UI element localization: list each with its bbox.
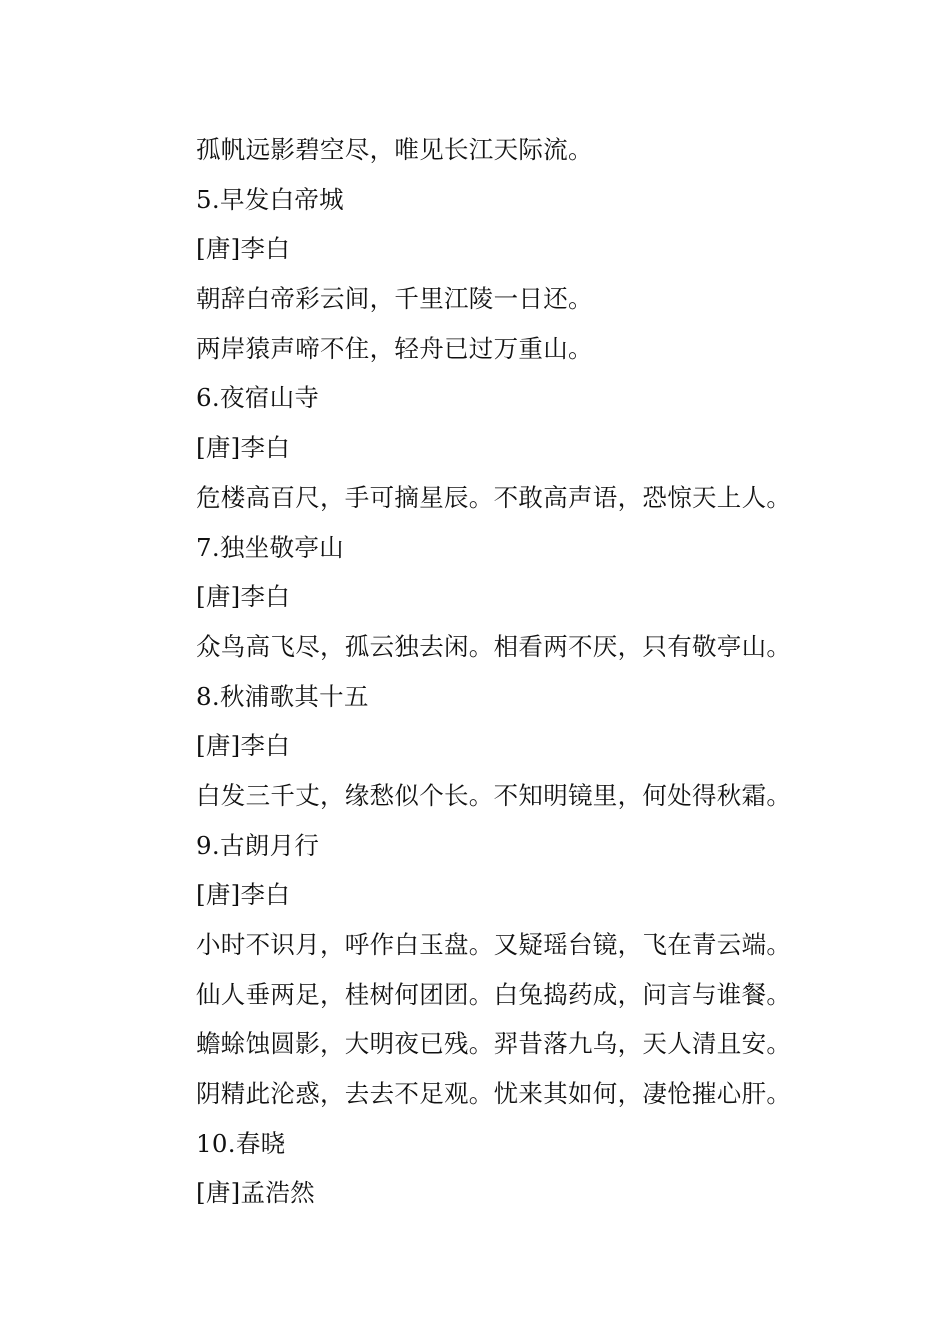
poem-title: 8.秋浦歌其十五 [196,681,369,711]
poem-line: 众鸟高飞尽，孤云独去闲。相看两不厌，只有敬亭山。 [196,631,792,661]
poem-title: 10.春晓 [196,1128,286,1158]
poem-title: 7.独坐敬亭山 [196,532,344,562]
poem-line: 小时不识月，呼作白玉盘。又疑瑶台镜，飞在青云端。 [196,930,792,959]
poem-author: [唐]李白 [196,234,291,264]
poem-line: 仙人垂两足，桂树何团团。白兔捣药成，问言与谁餐。 [196,979,792,1009]
poem-line: 阴精此沦惑，去去不足观。忧来其如何，凄怆摧心肝。 [196,1079,792,1109]
poem-line: 白发三千丈，缘愁似个长。不知明镜里，何处得秋霜。 [196,780,792,810]
poem-line: 朝辞白帝彩云间，千里江陵一日还。 [196,284,593,314]
poem-title: 6.夜宿山寺 [196,383,320,413]
poem-title: 9.古朗月行 [196,830,320,860]
poem-author: [唐]李白 [196,582,291,612]
poem-author: [唐]李白 [196,731,291,761]
poem-line: 两岸猿声啼不住，轻舟已过万重山。 [196,333,593,363]
poem-author: [唐]李白 [196,880,291,910]
poem-title: 5.早发白帝城 [196,184,344,214]
poem-text-block [196,125,896,1218]
poem-author: [唐]李白 [196,433,291,463]
poem-line: 危楼高百尺，手可摘星辰。不敢高声语，恐惊天上人。 [196,482,792,512]
poem-line-continued: 孤帆远影碧空尽，唯见长江天际流。 [196,135,593,164]
poem-author: [唐]孟浩然 [196,1178,315,1208]
poem-line: 蟾蜍蚀圆影，大明夜已残。羿昔落九乌，天人清且安。 [196,1029,792,1059]
